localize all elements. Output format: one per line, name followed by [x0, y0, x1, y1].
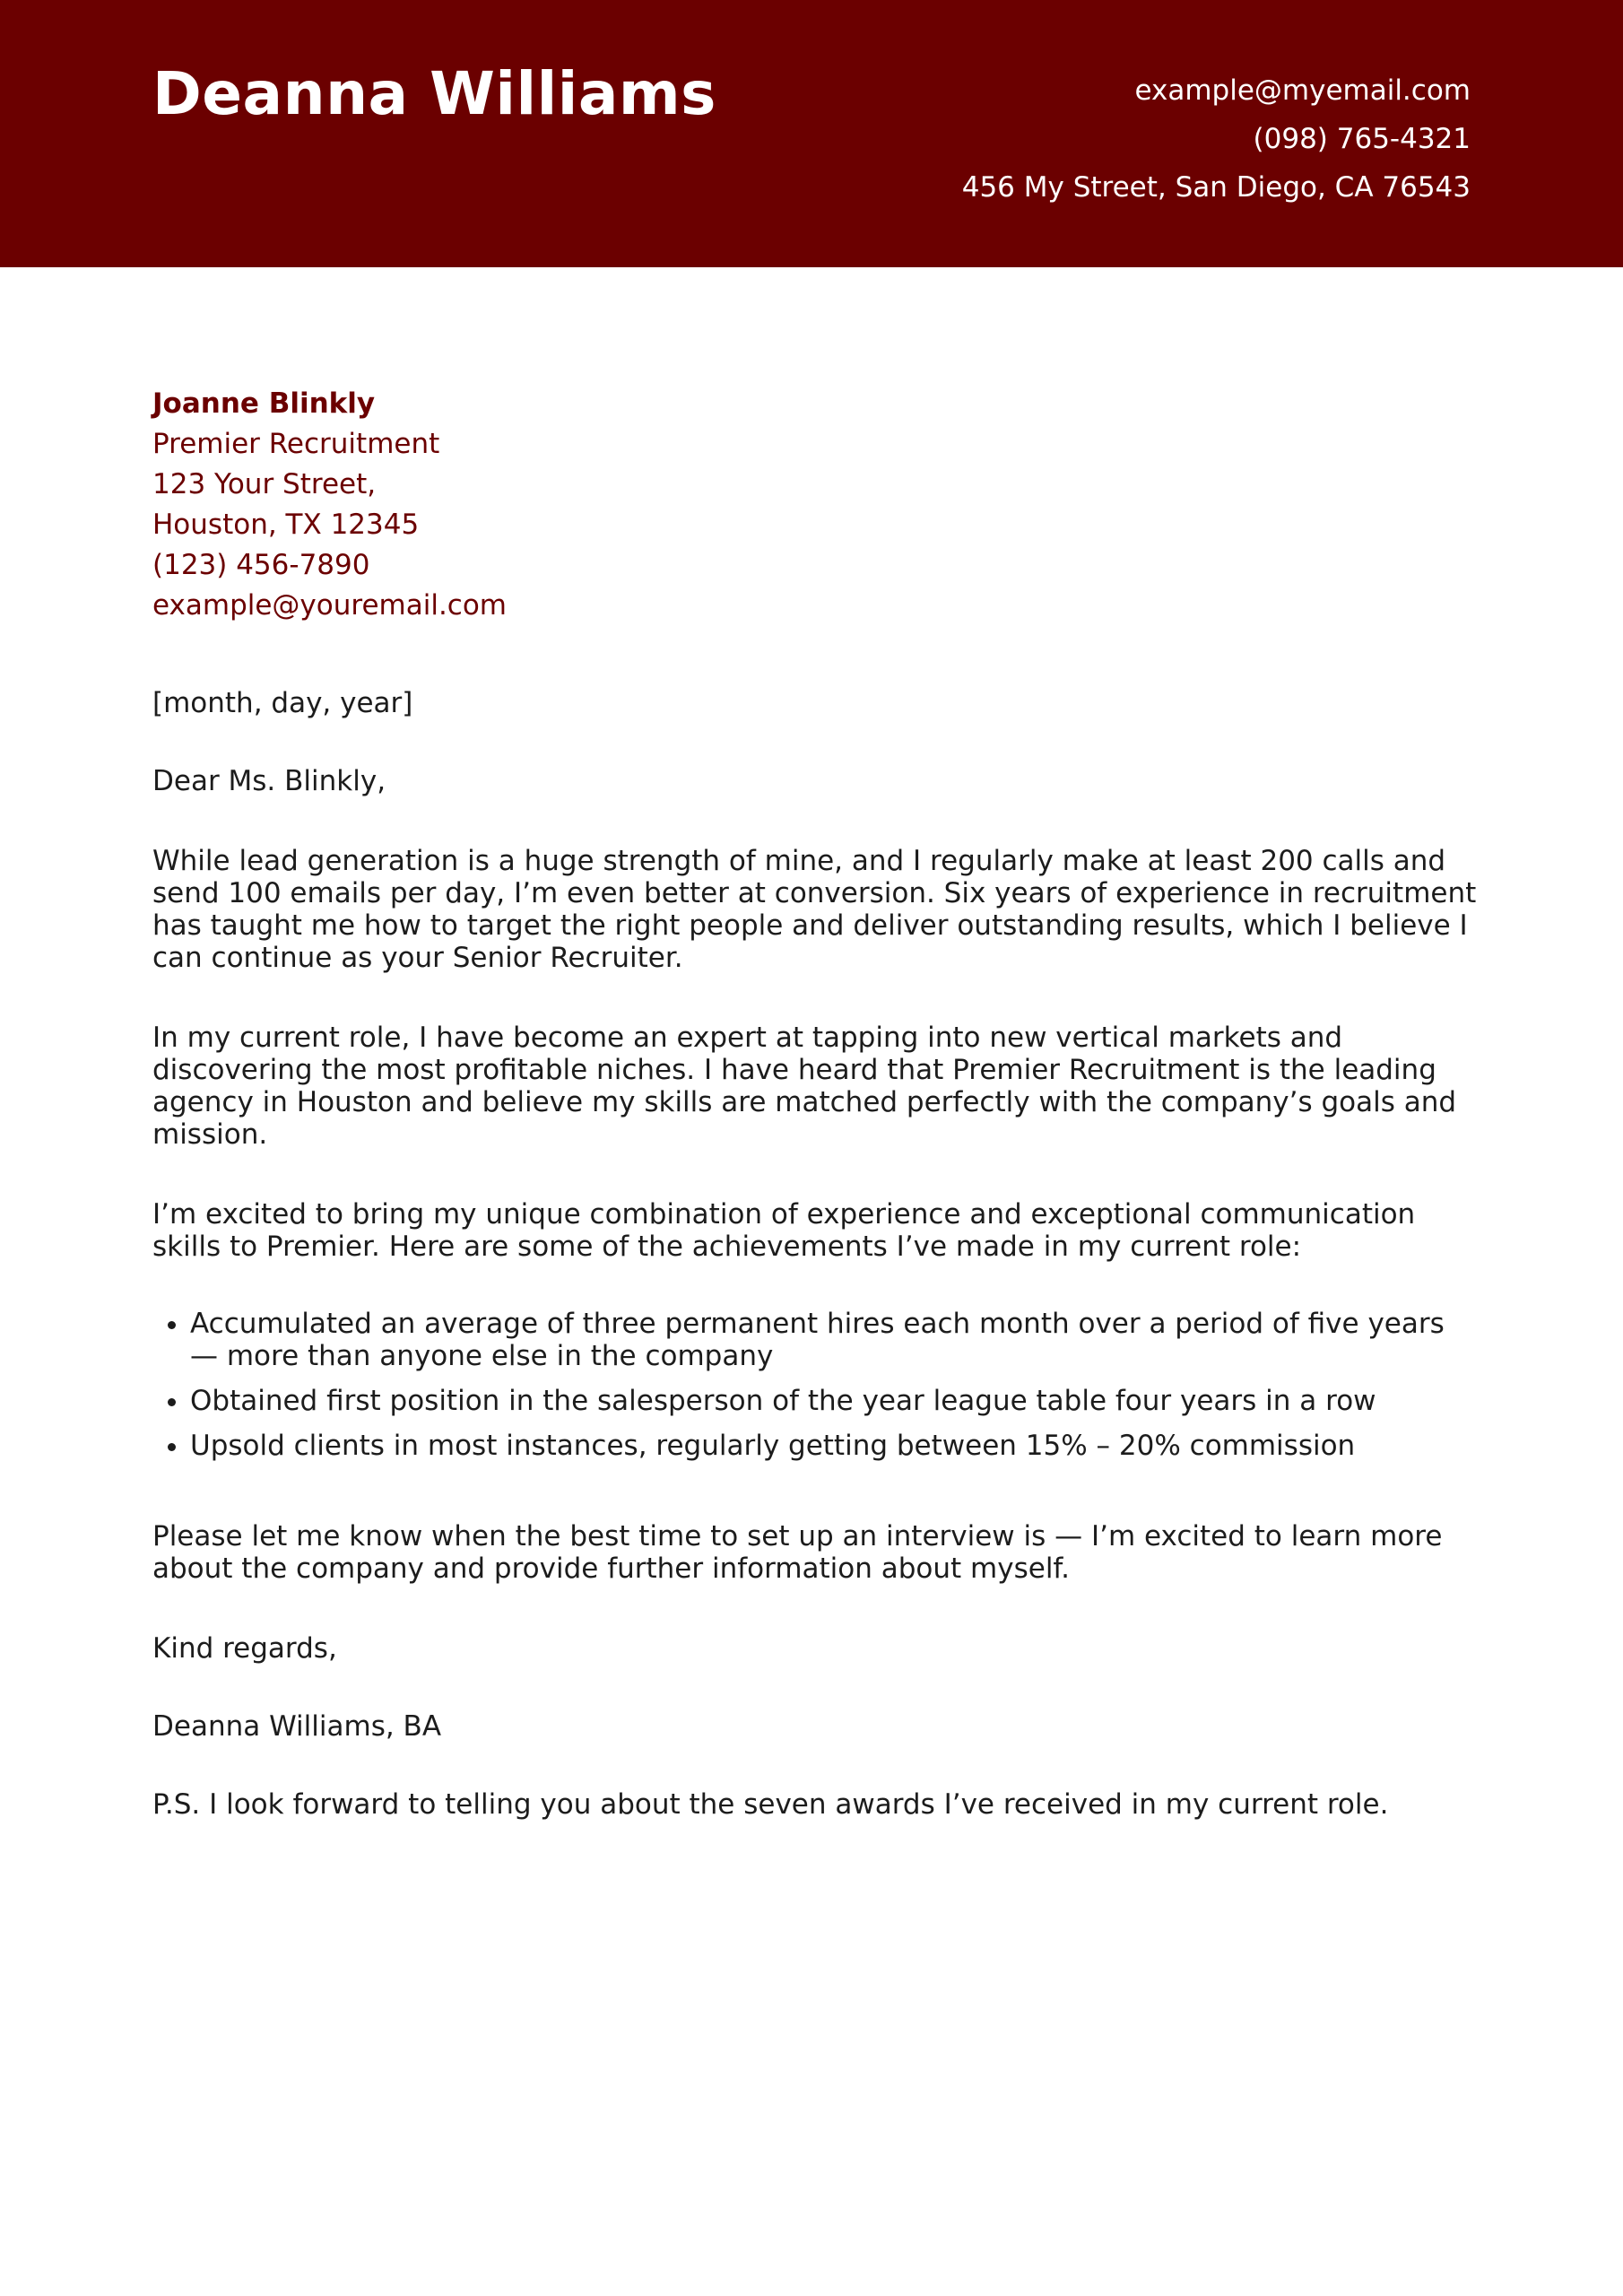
recipient-city: Houston, TX 12345 [152, 509, 420, 541]
closing-paragraph: Please let me know when the best time to set up an interview is — I’m excited to learn more about the company and provide further information about myself. [152, 1520, 1443, 1585]
letter-body [152, 687, 1480, 1821]
sender-name: Deanna Williams [152, 59, 716, 128]
letterhead-banner [0, 0, 1623, 267]
achievement-item: • Obtained first position in the salesperson of the year league table four years in a row [190, 1385, 1480, 1417]
signature: Deanna Williams, BA [152, 1710, 442, 1743]
recipient-block [152, 384, 507, 626]
body-paragraph-1: While lead generation is a huge strength of mine, and I regularly make at least 200 calls and send 100 emails per day, I’m even better at conversion. Six years of experience in recruitment has taught me how to target the right people and deliver outstanding results, which I believe I can continue as your Senior Recruiter. [152, 845, 1477, 974]
body-paragraph-2: In my current role, I have become an expert at tapping into new vertical markets and discovering the most profitable niches. I have heard that Premier Recruitment is the leading agency in Houston and believe my skills are matched perfectly with the company’s goals and mission. [152, 1022, 1457, 1151]
achievements-list [152, 1308, 1480, 1462]
achievement-item: • Upsold clients in most instances, regularly getting between 15% – 20% commission [190, 1430, 1480, 1462]
recipient-company: Premier Recruitment [152, 428, 440, 460]
achievement-item: • Accumulated an average of three permanent hires each month over a period of five years — more than anyone else in the company [190, 1308, 1480, 1372]
sender-phone: (098) 765-4321 [1253, 123, 1471, 155]
sender-email: example@myemail.com [1134, 74, 1471, 107]
recipient-name: Joanne Blinkly [152, 387, 376, 420]
postscript: P.S. I look forward to telling you about the seven awards I’ve received in my current role. [152, 1788, 1389, 1821]
recipient-phone: (123) 456-7890 [152, 549, 370, 581]
body-paragraph-3: I’m excited to bring my unique combination of experience and exceptional communication skills to Premier. Here are some of the achievements I’ve made in my current role: [152, 1198, 1416, 1263]
sender-contact-block [962, 66, 1471, 212]
closing-phrase: Kind regards, [152, 1632, 337, 1665]
sender-address: 456 My Street, San Diego, CA 76543 [961, 171, 1471, 204]
recipient-email: example@youremail.com [152, 589, 508, 622]
salutation: Dear Ms. Blinkly, [152, 765, 386, 797]
recipient-street: 123 Your Street, [152, 468, 377, 500]
letter-date: [month, day, year] [152, 687, 413, 719]
